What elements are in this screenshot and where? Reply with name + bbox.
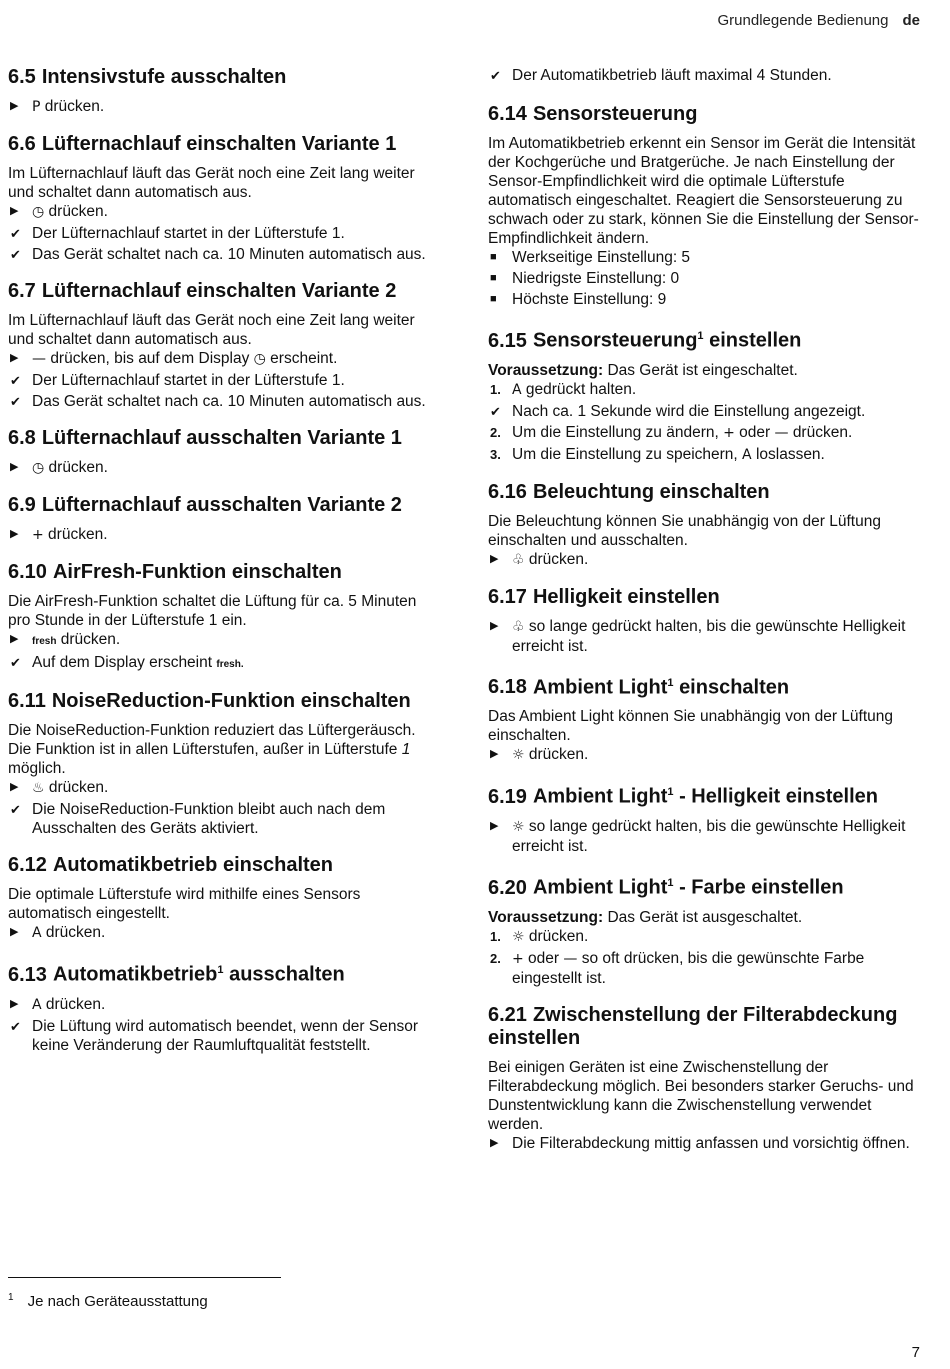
section-title: Ambient Light — [532, 876, 668, 899]
header-title: Grundlegende Bedienung — [717, 12, 889, 29]
square-bullet-icon: ■ — [490, 272, 497, 284]
check-icon: ✔ — [490, 403, 501, 419]
section-heading — [8, 561, 440, 584]
check-icon: ✔ — [10, 1018, 21, 1034]
section-title: einstellen — [709, 329, 802, 352]
step-text: drücken. — [60, 631, 121, 648]
intro-text: Die AirFresh-Funktion schaltet die Lüftung für ca. 5 Minuten pro Stunde in der Lüfterstufe 1 ein. — [8, 593, 417, 629]
section-title: ausschalten — [229, 963, 345, 986]
section-heading — [488, 672, 920, 700]
precondition-text: Das Gerät ist eingeschaltet. — [607, 361, 798, 379]
step-text: Um die Einstellung zu ändern, — [512, 423, 719, 441]
timer-icon: ◷ — [253, 351, 266, 367]
precondition-label: Voraussetzung: — [488, 908, 604, 926]
section-title: Sensorsteuerung — [532, 103, 698, 125]
noise-reduction-icon: ♨ — [32, 780, 45, 796]
fan-level-symbol: 1 — [401, 741, 411, 758]
arrow-icon: ▶ — [10, 352, 19, 364]
section-number: 6.17 — [488, 585, 527, 608]
arrow-icon: ▶ — [10, 100, 19, 112]
result-item — [8, 392, 440, 411]
step-text: loslassen. — [755, 445, 825, 463]
section-heading — [488, 1004, 920, 1050]
step-text: drücken. — [528, 746, 589, 764]
step-text: drücken. — [44, 98, 105, 115]
step-item — [488, 745, 920, 765]
step-number: 1. — [490, 928, 501, 944]
right-column — [488, 66, 920, 1169]
step-text: drücken. — [528, 927, 589, 945]
step-number: 2. — [490, 424, 501, 440]
result-text: Auf dem Display erscheint — [32, 654, 213, 671]
footnote-ref: 1 — [697, 330, 704, 342]
section-6-14 — [488, 103, 920, 309]
result-text: Die NoiseReduction-Funktion bleibt auch nach dem Ausschalten des Geräts aktiviert. — [32, 801, 386, 837]
section-6-10 — [8, 561, 440, 674]
section-title: NoiseReduction-Funktion einschalten — [51, 690, 411, 712]
ambient-light-icon: ☼ — [512, 928, 525, 945]
section-heading — [8, 690, 440, 713]
check-icon: ✔ — [10, 226, 21, 241]
step-text: drücken, bis auf dem Display — [50, 350, 250, 367]
footnote-text: Je nach Geräteausstattung — [27, 1293, 208, 1310]
square-bullet-icon: ■ — [490, 293, 497, 305]
minus-icon: — — [563, 950, 578, 967]
intro-text-part: möglich. — [8, 760, 66, 777]
footnote-ref: 1 — [667, 676, 674, 689]
step-number: 2. — [490, 950, 501, 966]
section-6-6 — [8, 133, 440, 264]
arrow-icon: ▶ — [490, 748, 499, 761]
section-number: 6.19 — [488, 785, 527, 808]
section-heading — [488, 781, 920, 809]
section-heading — [8, 280, 440, 303]
numbered-step — [488, 445, 920, 465]
arrow-icon: ▶ — [10, 926, 19, 938]
section-heading — [488, 325, 920, 353]
step-item — [488, 817, 920, 856]
section-number: 6.6 — [8, 133, 36, 155]
section-6-15 — [488, 325, 920, 465]
section-6-9 — [8, 494, 440, 545]
section-6-17 — [488, 586, 920, 656]
arrow-icon: ▶ — [10, 205, 19, 217]
step-text: so lange gedrückt halten, bis die gewünschte Helligkeit erreicht ist. — [512, 817, 906, 855]
intro-text: Im Lüfternachlauf läuft das Gerät noch eine Zeit lang weiter und schaltet dann automatisch aus. — [8, 165, 415, 201]
section-title: Helligkeit einstellen — [532, 585, 720, 608]
automatic-icon: A — [32, 996, 42, 1013]
section-title: Zwischenstellung der Filterabdeckung einstellen — [488, 1003, 898, 1049]
section-heading — [8, 854, 440, 877]
step-text: oder — [528, 949, 560, 967]
arrow-icon: ▶ — [490, 819, 499, 832]
numbered-step — [488, 423, 920, 443]
arrow-icon: ▶ — [10, 528, 19, 540]
section-number: 6.9 — [8, 494, 36, 516]
section-6-20 — [488, 872, 920, 988]
fresh-display-symbol: fresh. — [216, 659, 244, 670]
result-item — [8, 245, 440, 264]
step-text: Um die Einstellung zu speichern, — [512, 445, 738, 463]
result-text: Das Gerät schaltet nach ca. 10 Minuten automatisch aus. — [32, 246, 426, 263]
footnote-divider — [8, 1277, 281, 1278]
plus-icon: + — [32, 527, 44, 543]
step-item — [8, 630, 440, 651]
step-item — [488, 617, 920, 656]
section-number: 6.16 — [488, 480, 527, 503]
plus-icon: + — [512, 950, 524, 967]
section-title: Lüfternachlauf ausschalten Variante 1 — [41, 427, 402, 449]
result-item — [8, 371, 440, 390]
section-number: 6.10 — [8, 561, 47, 583]
numbered-step — [488, 949, 920, 988]
fresh-icon: fresh — [32, 636, 57, 647]
section-title: Ambient Light — [532, 785, 668, 808]
section-title: Lüfternachlauf einschalten Variante 2 — [41, 280, 397, 302]
result-item — [8, 224, 440, 243]
p-key-icon: P — [32, 99, 41, 115]
section-heading — [488, 586, 920, 609]
section-6-12 — [8, 854, 440, 943]
timer-icon: ◷ — [32, 460, 45, 476]
footnote — [8, 1292, 208, 1310]
step-item — [8, 923, 440, 943]
section-number: 6.8 — [8, 427, 36, 449]
result-text: Der Lüfternachlauf startet in der Lüfterstufe 1. — [32, 225, 345, 242]
step-item — [488, 1134, 920, 1153]
section-number: 6.20 — [488, 876, 527, 899]
minus-icon: — — [32, 351, 46, 367]
list-text: Werkseitige Einstellung: 5 — [512, 249, 691, 266]
section-heading — [488, 481, 920, 504]
section-number: 6.18 — [488, 676, 527, 699]
step-text: drücken. — [792, 423, 853, 441]
section-number: 6.15 — [488, 329, 527, 352]
result-text: Das Gerät schaltet nach ca. 10 Minuten automatisch aus. — [32, 393, 426, 410]
step-item — [8, 778, 440, 798]
automatic-icon: A — [512, 381, 522, 398]
step-text: erscheint. — [270, 350, 338, 367]
section-title: Automatikbetrieb — [52, 963, 218, 986]
section-title: - Farbe einstellen — [679, 876, 844, 899]
section-number: 6.7 — [8, 280, 36, 302]
section-heading — [8, 494, 440, 517]
section-6-11 — [8, 690, 440, 838]
section-number: 6.14 — [488, 103, 527, 125]
intro-text-part: Die NoiseReduction-Funktion reduziert das Lüftergeräusch. Die Funktion ist in allen Lüfterstufen, außer in Lüfterstufe — [8, 722, 416, 758]
footnote-ref: 1 — [667, 876, 674, 889]
check-icon: ✔ — [10, 394, 21, 409]
result-text: Nach ca. 1 Sekunde wird die Einstellung angezeigt. — [512, 402, 866, 420]
automatic-icon: A — [32, 925, 42, 941]
list-item — [488, 290, 920, 309]
step-item — [8, 97, 440, 117]
step-number: 3. — [490, 446, 501, 462]
result-item — [488, 402, 920, 421]
check-icon: ✔ — [10, 655, 21, 670]
step-item — [8, 995, 440, 1015]
step-text: oder — [739, 423, 771, 441]
step-item — [8, 202, 440, 222]
list-item — [488, 248, 920, 267]
step-text: Die Filterabdeckung mittig anfassen und vorsichtig öffnen. — [512, 1134, 910, 1152]
result-text: Die Lüftung wird automatisch beendet, wenn der Sensor keine Veränderung der Raumluftqualität feststellt. — [32, 1017, 419, 1054]
square-bullet-icon: ■ — [490, 251, 497, 263]
section-heading — [8, 427, 440, 450]
footnote-ref: 1 — [217, 964, 224, 976]
arrow-icon: ▶ — [490, 552, 499, 565]
left-column — [8, 66, 440, 1071]
intro-text: Im Automatikbetrieb erkennt ein Sensor im Gerät die Intensität der Kochgerüche und Bratgerüche. Je nach Einstellung der Sensor-Empfindlichkeit wird die optimale Lüfterstufe automatisch eingeschaltet. Reagiert die Sensorsteuerung zu schwach oder zu stark, können Sie die Einstellung der Sensor-Empfindlichkeit ändern. — [488, 135, 919, 247]
result-item — [8, 653, 440, 674]
arrow-icon: ▶ — [10, 633, 19, 645]
numbered-step — [488, 380, 920, 400]
section-number: 6.11 — [8, 690, 46, 712]
ambient-light-icon: ☼ — [512, 747, 525, 764]
step-text: drücken. — [48, 526, 108, 543]
section-number: 6.12 — [8, 854, 47, 876]
section-title: - Helligkeit einstellen — [679, 785, 879, 808]
section-6-19 — [488, 781, 920, 856]
step-text: drücken. — [48, 203, 108, 220]
section-6-21 — [488, 1004, 920, 1153]
page-header — [718, 12, 921, 29]
section-title: AirFresh-Funktion einschalten — [52, 561, 342, 583]
list-item — [488, 269, 920, 288]
intro-text: Die optimale Lüfterstufe wird mithilfe eines Sensors automatisch eingestellt. — [8, 886, 361, 922]
intro-text: Im Lüfternachlauf läuft das Gerät noch eine Zeit lang weiter und schaltet dann automatisch aus. — [8, 312, 415, 348]
intro-text: Die Beleuchtung können Sie unabhängig von der Lüftung einschalten und ausschalten. — [488, 512, 881, 549]
intro-text: Bei einigen Geräten ist eine Zwischenstellung der Filterabdeckung möglich. Bei besonders starker Geruchs- und Dunstentwicklung kann die Zwischenstellung verwendet werden. — [488, 1058, 914, 1133]
result-text: Der Automatikbetrieb läuft maximal 4 Stunden. — [512, 67, 832, 84]
step-item — [8, 458, 440, 478]
section-6-18 — [488, 672, 920, 766]
arrow-icon: ▶ — [10, 997, 19, 1010]
arrow-icon: ▶ — [10, 461, 19, 473]
footnote-ref: 1 — [667, 786, 674, 799]
section-heading — [8, 133, 440, 156]
step-text: drücken. — [45, 995, 106, 1013]
section-6-8 — [8, 427, 440, 478]
automatic-icon: A — [742, 446, 752, 463]
footnote-mark: 1 — [8, 1292, 14, 1303]
result-item — [8, 1017, 440, 1055]
check-icon: ✔ — [10, 373, 21, 388]
timer-icon: ◷ — [32, 204, 45, 220]
step-text: so lange gedrückt halten, bis die gewünschte Helligkeit erreicht ist. — [512, 617, 906, 655]
section-6-16 — [488, 481, 920, 570]
precondition-text: Das Gerät ist ausgeschaltet. — [607, 908, 803, 926]
section-title: Sensorsteuerung — [532, 329, 698, 352]
intro-text: Das Ambient Light können Sie unabhängig von der Lüftung einschalten. — [488, 708, 894, 745]
section-number: 6.13 — [8, 963, 47, 986]
minus-icon: — — [774, 424, 789, 441]
section-heading — [488, 872, 920, 900]
language-code: de — [902, 12, 920, 29]
numbered-step — [488, 927, 920, 947]
step-text: drücken. — [45, 924, 106, 941]
intro-text — [8, 721, 440, 778]
arrow-icon: ▶ — [490, 1136, 499, 1149]
section-6-13 — [8, 959, 440, 1055]
ambient-light-icon: ☼ — [512, 818, 525, 835]
section-heading — [8, 959, 440, 987]
section-heading — [488, 103, 920, 126]
section-heading — [8, 66, 440, 89]
precondition — [488, 361, 920, 380]
precondition-label: Voraussetzung: — [488, 361, 604, 379]
step-text: gedrückt halten. — [525, 380, 637, 398]
step-text: drücken. — [48, 459, 108, 476]
result-item — [8, 800, 440, 838]
section-6-5 — [8, 66, 440, 117]
lamp-icon: ♧ — [512, 551, 525, 568]
section-title: Ambient Light — [532, 676, 668, 699]
section-number: 6.5 — [8, 66, 36, 88]
section-6-13-continued — [488, 66, 920, 85]
section-number: 6.21 — [488, 1003, 527, 1026]
step-item — [488, 550, 920, 570]
step-item — [8, 349, 440, 369]
section-title: Lüfternachlauf einschalten Variante 1 — [41, 133, 397, 155]
section-title: Beleuchtung einschalten — [532, 480, 770, 503]
step-number: 1. — [490, 381, 501, 397]
section-title: Automatikbetrieb einschalten — [52, 854, 333, 876]
arrow-icon: ▶ — [10, 781, 19, 793]
step-item — [8, 525, 440, 545]
lamp-icon: ♧ — [512, 618, 525, 635]
section-6-7 — [8, 280, 440, 411]
step-text: so oft drücken, bis die gewünschte Farbe eingestellt ist. — [512, 949, 865, 987]
precondition — [488, 908, 920, 927]
list-text: Höchste Einstellung: 9 — [512, 291, 667, 308]
step-text: drücken. — [48, 779, 109, 796]
arrow-icon: ▶ — [490, 619, 499, 632]
check-icon: ✔ — [10, 247, 21, 262]
list-text: Niedrigste Einstellung: 0 — [512, 270, 680, 287]
page-number: 7 — [911, 1344, 920, 1361]
section-title: Lüfternachlauf ausschalten Variante 2 — [41, 494, 402, 516]
section-title: einschalten — [679, 676, 790, 699]
section-title: Intensivstufe ausschalten — [41, 66, 287, 88]
check-icon: ✔ — [10, 802, 21, 817]
result-text: Der Lüfternachlauf startet in der Lüfterstufe 1. — [32, 372, 345, 389]
plus-icon: + — [723, 424, 735, 441]
result-item — [488, 66, 920, 85]
step-text: drücken. — [528, 550, 589, 568]
check-icon: ✔ — [490, 68, 501, 83]
